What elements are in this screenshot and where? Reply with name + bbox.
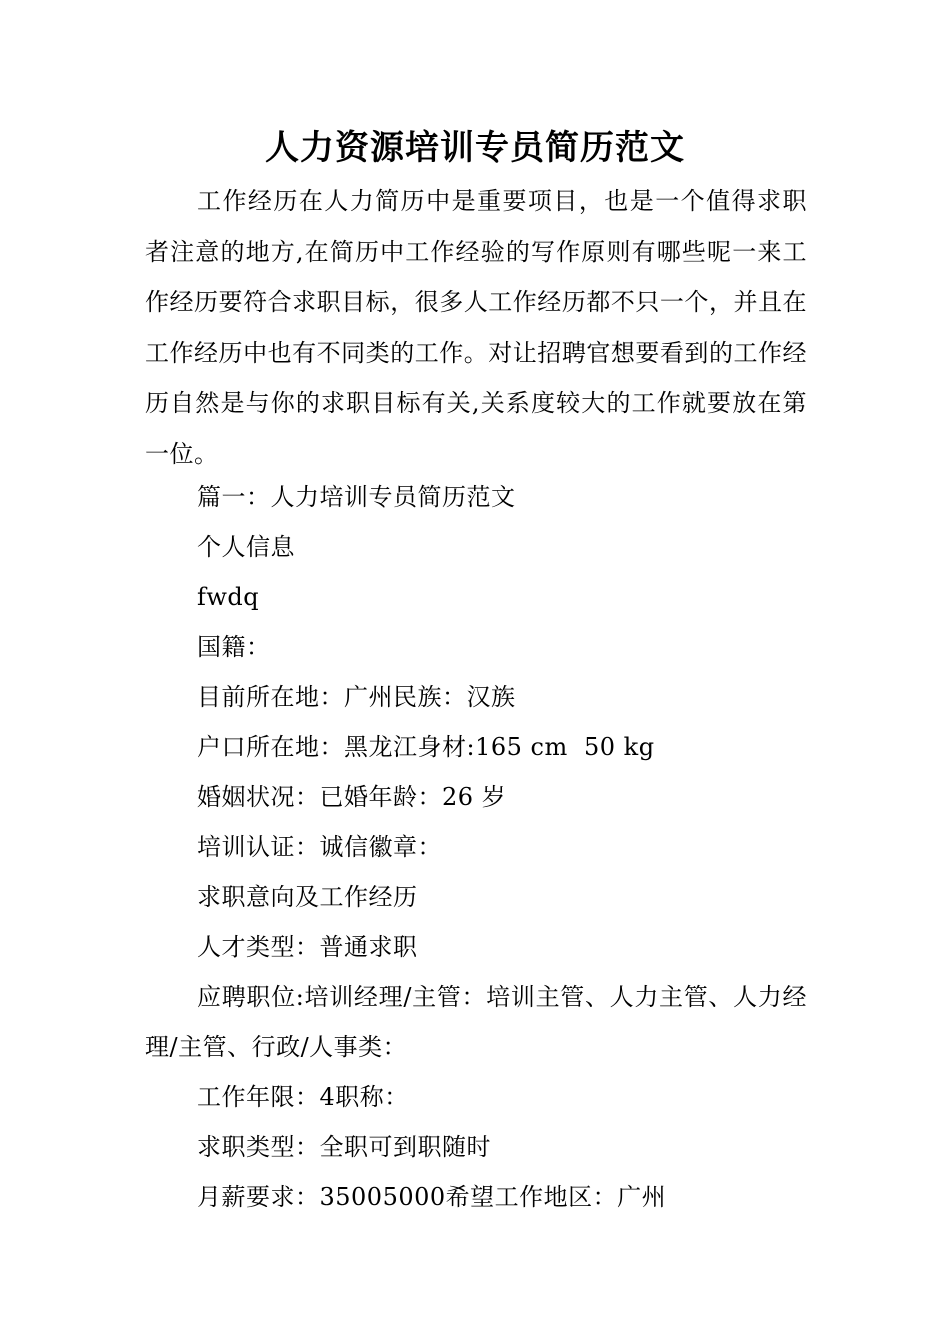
location-line: 目前所在地：广州民族：汉族 xyxy=(197,683,516,711)
salary-line: 月薪要求：35005000希望工作地区：广州 xyxy=(197,1183,667,1211)
section-heading-job-intent: 求职意向及工作经历 xyxy=(197,883,418,911)
name-line: fwdq xyxy=(197,583,260,611)
section-heading-resume: 篇一：人力培训专员简历范文 xyxy=(197,483,516,511)
work-years-line: 工作年限：4职称： xyxy=(197,1083,409,1111)
position-line: 应聘职位:培训经理/主管：培训主管、人力主管、人力经理/主管、行政/人事类： xyxy=(145,983,807,1061)
talent-type-line: 人才类型：普通求职 xyxy=(197,933,418,961)
marital-line: 婚姻状况：已婚年龄：26 岁 xyxy=(197,783,507,811)
nationality-line: 国籍： xyxy=(197,633,271,661)
document-title: 人力资源培训专员简历范文 xyxy=(265,128,685,168)
job-type-line: 求职类型：全职可到职随时 xyxy=(197,1133,491,1161)
intro-paragraph: 工作经历在人力简历中是重要项目，也是一个值得求职者注意的地方,在简历中工作经验的写作原则有哪些呢一来工作经历要符合求职目标，很多人工作经历都不只一个，并且在工作经历中也有不同类的工作。对让招聘官想要看到的工作经历自然是与你的求职目标有关,关系度较大的工作就要放在第一位。 xyxy=(145,187,807,468)
section-heading-personal-info: 个人信息 xyxy=(197,533,295,561)
hukou-line: 户口所在地：黑龙江身材:165 cm 50 kg xyxy=(197,733,655,761)
certification-line: 培训认证：诚信徽章： xyxy=(197,833,442,861)
